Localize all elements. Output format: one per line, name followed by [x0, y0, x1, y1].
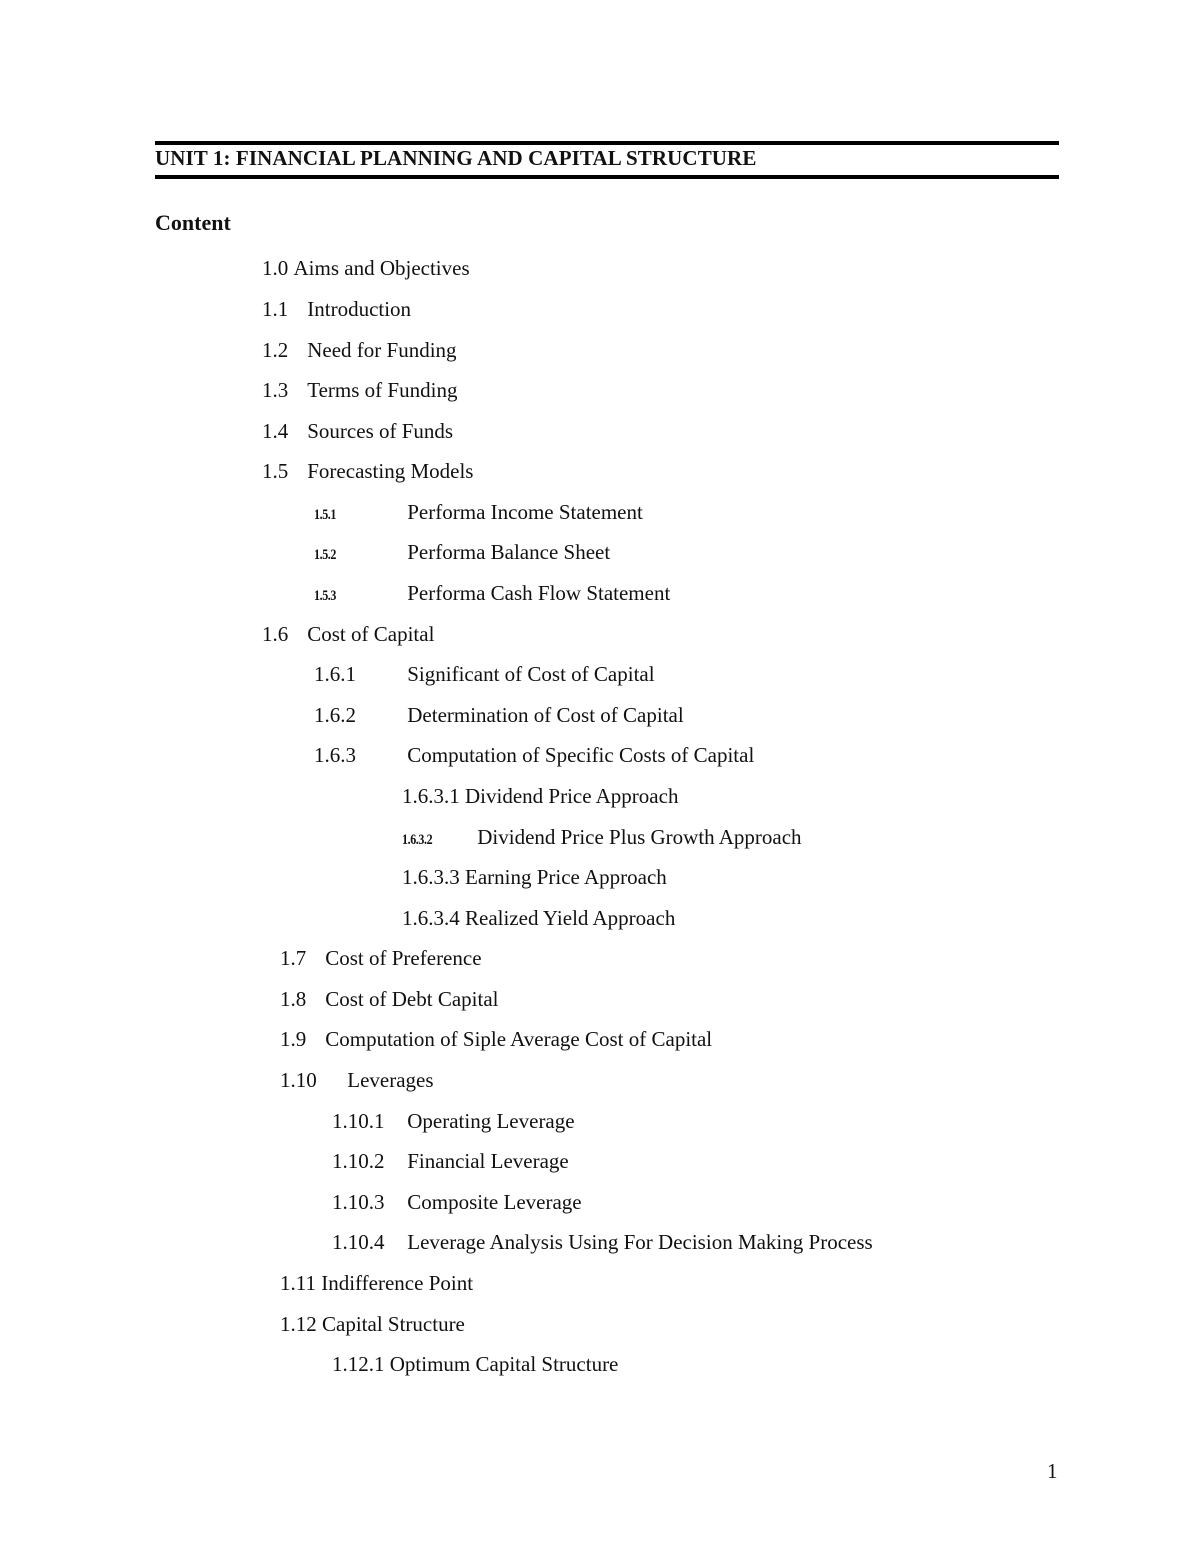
toc-entry	[332, 1108, 575, 1134]
toc-label: Terms of Funding	[307, 378, 458, 402]
toc-entry	[262, 458, 473, 484]
toc-number: 1.5.2	[314, 547, 336, 563]
toc-entry	[314, 499, 643, 528]
toc-label: Earning Price Approach	[465, 865, 667, 889]
toc-entry	[402, 864, 667, 890]
toc-label: Optimum Capital Structure	[389, 1352, 619, 1376]
toc-entry	[314, 742, 754, 768]
toc-entry	[314, 702, 684, 728]
toc-entry	[262, 296, 411, 322]
toc-label: Realized Yield Approach	[465, 906, 676, 930]
toc-label: Capital Structure	[322, 1312, 465, 1336]
toc-entry	[280, 1067, 434, 1093]
toc-number: 1.6.3	[314, 743, 356, 767]
toc-label: Composite Leverage	[407, 1190, 582, 1214]
toc-entry	[280, 945, 482, 971]
toc-entry	[332, 1189, 582, 1215]
toc-entry	[314, 580, 670, 609]
title-rule-top	[155, 141, 1059, 145]
toc-label: Determination of Cost of Capital	[407, 703, 684, 727]
toc-number: 1.4	[262, 419, 289, 443]
toc-label: Significant of Cost of Capital	[407, 662, 655, 686]
toc-number: 1.1	[262, 297, 289, 321]
toc-entry	[280, 986, 498, 1012]
toc-label: Performa Cash Flow Statement	[407, 581, 671, 605]
toc-number: 1.10.3	[332, 1190, 385, 1214]
toc-label: Computation of Siple Average Cost of Capital	[325, 1027, 713, 1051]
toc-number: 1.8	[280, 987, 307, 1011]
toc-label: Introduction	[307, 297, 412, 321]
toc-entry	[262, 377, 457, 403]
toc-number: 1.5.3	[314, 588, 336, 604]
toc-label: Sources of Funds	[307, 419, 454, 443]
toc-number: 1.5.1	[314, 507, 336, 523]
unit-title: UNIT 1: FINANCIAL PLANNING AND CAPITAL STRUCTURE	[155, 146, 757, 170]
toc-number: 1.10.1	[332, 1109, 385, 1133]
toc-label: Need for Funding	[307, 338, 457, 362]
toc-label: Cost of Capital	[307, 622, 435, 646]
toc-entry	[332, 1351, 618, 1377]
toc-number: 1.3	[262, 378, 289, 402]
toc-label: Performa Balance Sheet	[407, 540, 611, 564]
toc-number: 1.6.3.3	[402, 865, 460, 889]
toc-number: 1.10.2	[332, 1149, 385, 1173]
toc-label: Cost of Debt Capital	[325, 987, 499, 1011]
content-heading: Content	[155, 210, 231, 235]
toc-entry	[402, 783, 678, 809]
toc-number: 1.2	[262, 338, 289, 362]
toc-label: Leverages	[347, 1068, 434, 1092]
title-rule-bottom	[155, 175, 1059, 179]
toc-number: 1.6.2	[314, 703, 356, 727]
toc-entry	[262, 418, 453, 444]
toc-entry	[280, 1311, 465, 1337]
toc-label: Leverage Analysis Using For Decision Making Process	[407, 1230, 873, 1254]
toc-number: 1.6.3.1	[402, 784, 460, 808]
toc-label: Indifference Point	[321, 1271, 474, 1295]
toc-entry	[332, 1229, 873, 1255]
toc-entry	[332, 1148, 569, 1174]
toc-number: 1.6.3.2	[402, 832, 433, 848]
toc-label: Financial Leverage	[407, 1149, 569, 1173]
toc-entry	[262, 337, 457, 363]
toc-number: 1.7	[280, 946, 307, 970]
toc-entry	[262, 255, 470, 281]
toc-label: Dividend Price Plus Growth Approach	[477, 825, 802, 849]
toc-number: 1.6.1	[314, 662, 356, 686]
toc-number: 1.12.1	[332, 1352, 385, 1376]
toc-label: Operating Leverage	[407, 1109, 575, 1133]
toc-entry	[280, 1026, 712, 1052]
toc-number: 1.9	[280, 1027, 307, 1051]
toc-label: Cost of Preference	[325, 946, 482, 970]
toc-number: 1.0	[262, 256, 289, 280]
toc-entry	[314, 539, 610, 568]
toc-number: 1.5	[262, 459, 289, 483]
toc-entry	[262, 621, 434, 647]
toc-number: 1.10.4	[332, 1230, 385, 1254]
toc-label: Performa Income Statement	[407, 500, 643, 524]
toc-entry	[402, 905, 675, 931]
toc-label: Aims and Objectives	[293, 256, 470, 280]
toc-entry	[314, 661, 655, 687]
toc-label: Forecasting Models	[307, 459, 474, 483]
toc-number: 1.10	[280, 1068, 317, 1092]
page-number: 1	[1047, 1459, 1058, 1483]
toc-number: 1.12	[280, 1312, 317, 1336]
toc-number: 1.6	[262, 622, 289, 646]
toc-label: Computation of Specific Costs of Capital	[407, 743, 755, 767]
toc-entry	[402, 824, 802, 853]
toc-number: 1.6.3.4	[402, 906, 460, 930]
toc-entry	[280, 1270, 473, 1296]
toc-number: 1.11	[280, 1271, 316, 1295]
toc-label: Dividend Price Approach	[465, 784, 679, 808]
